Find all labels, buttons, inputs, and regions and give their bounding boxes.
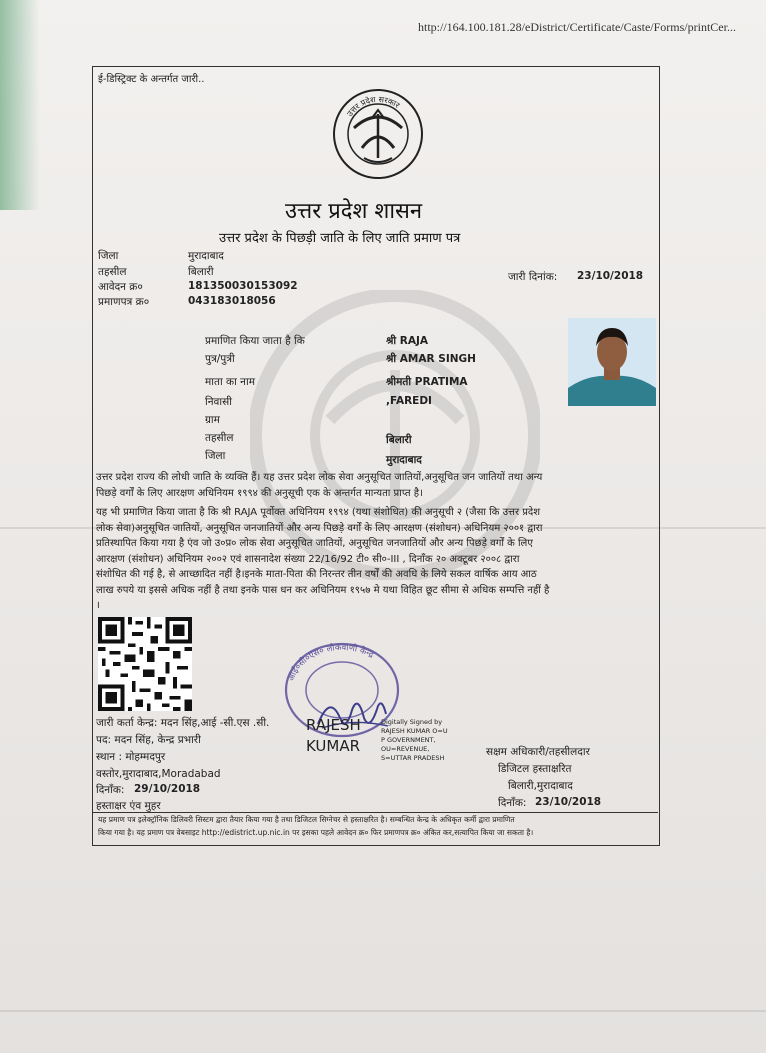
digital-sign-detail: RAJESH KUMAR O=U (381, 727, 448, 735)
meta-tehsil-label: तहसील (98, 266, 127, 278)
detail-district-value: मुरादाबाद (386, 454, 422, 466)
meta-application-label: आवेदन क्र० (98, 281, 143, 293)
paragraph-line: लाख रुपये या इससे अधिक नहीं है तथा इनके पास धन कर अधिनियम १९५७ मे यथा विहित छूट सीमा से अधिक सम्पत्ति नहीं है (96, 584, 550, 596)
applicant-photo (568, 318, 656, 406)
digital-sign-detail: S=UTTAR PRADESH (381, 754, 445, 762)
meta-certificate-label: प्रमाणपत्र क्र० (98, 296, 150, 308)
person-photo-icon (568, 318, 656, 406)
paragraph-line: उत्तर प्रदेश राज्य की लोधी जाति के व्यक्ति हैं। यह उत्तर प्रदेश लोक सेवा अनुसूचित जातियों,अनुसूचित जन जातियों तथा अन्य (96, 472, 543, 483)
certify-label: प्रमाणित किया जाता है कि (205, 335, 305, 347)
paragraph-line: आरक्षण (संशोधन) अधिनियम २००२ एवं शासनादेश संख्या 22/16/92 टी० सी०-III , दिनाँक २० अक्टूबर २००८ द्वारा (96, 553, 520, 565)
digital-sign-name: RAJESH (306, 716, 361, 734)
meta-application-value: 181350030153092 (188, 280, 298, 292)
mother-value: श्रीमती PRATIMA (386, 376, 468, 388)
detail-tehsil-label: तहसील (205, 432, 234, 444)
issuer-centre: जारी कर्ता केन्द्र: मदन सिंह,आई -सी.एस .सी. (96, 717, 270, 729)
village-label: ग्राम (205, 414, 220, 426)
paragraph-line: लोक सेवा)अनुसूचित जातियों, अनुसूचित जनजातियों और अन्य पिछड़े वर्गों के लिए आरक्षण (संशोधन) अधिनियम २००१ द्वारा (96, 522, 543, 534)
emblem-text: उत्तर प्रदेश सरकार (345, 94, 402, 118)
meta-certificate-value: 043183018056 (188, 295, 276, 307)
footer-note: किया गया है। यह प्रमाण पत्र वेबसाइट http://edistrict.up.nic.in पर इसका पहले आवेदन क्र० फिर प्रमाणपत्र क्र० अंकित कर,सत्यापित किया जा सकता है। (98, 828, 534, 837)
paragraph-line: संशोधित की गई है, से आच्छादित नहीं है।इनके माता-पिता की निरन्तर तीन वर्षों की अवधि के लिये सकल वार्षिक आय आठ (96, 569, 537, 580)
footer-divider (92, 812, 658, 813)
paragraph-line: पिछड़े वर्गों के लिए आरक्षण अधिनियम १९९४ की अनुसूची एक के अन्तर्गत मान्यता प्राप्त है। (96, 487, 423, 499)
caste-paragraph (96, 470, 654, 501)
digital-sign-detail: OU=REVENUE, (381, 745, 430, 753)
issuer-post: पद: मदन सिंह, केन्द्र प्रभारी (96, 734, 201, 746)
issuer-sign-label: हस्ताक्षर एंव मुहर (96, 800, 161, 812)
meta-district-value: मुरादाबाद (188, 250, 224, 262)
issuer-date-value: 29/10/2018 (134, 783, 201, 795)
qr-code (98, 617, 192, 711)
certificate-title: उत्तर प्रदेश शासन (285, 199, 423, 224)
relation-value: श्री AMAR SINGH (386, 353, 476, 365)
certify-value: श्री RAJA (386, 335, 429, 347)
authority-title: सक्षम अधिकारी/तहसीलदार (486, 746, 590, 758)
digital-sign-detail: Digitally Signed by (381, 718, 443, 726)
meta-tehsil-value: बिलारी (188, 266, 214, 278)
paper-stain (0, 0, 40, 210)
resident-label: निवासी (205, 396, 232, 408)
print-url: http://164.100.181.28/eDistrict/Certificate/Caste/Forms/printCer... (418, 20, 736, 34)
footer-note: यह प्रमाण पत्र इलेक्ट्रॉनिक डिलिवरी सिस्टम द्वारा तैयार किया गया है तथा डिजिटल सिग्नेचर से हस्ताक्षरित है। सम्बन्धित केन्द्र के अधिकृत कर्मी द्वारा प्रमाणित (98, 815, 515, 824)
exclusion-paragraph (96, 505, 654, 614)
resident-value: ,FAREDI (386, 395, 432, 407)
svg-text:आई०सी०एस० लोकवाणी केन्द्र (286, 642, 375, 682)
paragraph-line: प्रतिस्थापित किया गया है एंव जो उ०प्र० लोक सेवा अनुसूचित जातियों, अनुसूचित जनजातियों और अन्य पिछड़े वर्गों के लिए (96, 538, 533, 549)
authority-location: बिलारी,मुरादाबाद (508, 780, 573, 792)
fold-crease (0, 1010, 766, 1012)
authority-date-value: 23/10/2018 (535, 796, 602, 808)
issuer-address: वस्तोर,मुरादाबाद,Moradabad (96, 768, 221, 780)
authority-date-label: दिनाँक: (498, 797, 527, 809)
authority-digital: डिजिटल हस्ताक्षरित (498, 763, 572, 775)
detail-tehsil-value: बिलारी (386, 434, 412, 446)
meta-district-label: जिला (98, 250, 119, 262)
digital-sign-name: KUMAR (306, 737, 361, 755)
relation-label: पुत्र/पुत्री (205, 353, 235, 365)
issuer-place: स्थान : मोहम्मदपुर (96, 751, 166, 763)
issuer-date-label: दिनाँक: (96, 784, 125, 796)
issue-date-value: 23/10/2018 (577, 270, 644, 282)
mother-label: माता का नाम (205, 376, 255, 388)
paragraph-line: । (96, 600, 100, 611)
certificate-subtitle: उत्तर प्रदेश के पिछड़ी जाति के लिए जाति प्रमाण पत्र (219, 231, 461, 246)
up-government-emblem-icon (332, 88, 424, 180)
digital-sign-detail: P GOVERNMENT, (381, 736, 436, 744)
header-note: ई-डिस्ट्रिक्ट के अन्तर्गत जारी.. (98, 74, 205, 85)
paragraph-line: यह भी प्रमाणित किया जाता है कि श्री RAJA पूर्वोक्त अधिनियम १९९४ (यथा संशोधित) की अनुसूची २ (जैसा कि उत्तर प्रदेश (96, 507, 541, 518)
seal-text: आई०सी०एस० लोकवाणी केन्द्र (286, 642, 376, 683)
detail-district-label: जिला (205, 450, 226, 462)
issue-date-label: जारी दिनांक: (508, 271, 558, 283)
